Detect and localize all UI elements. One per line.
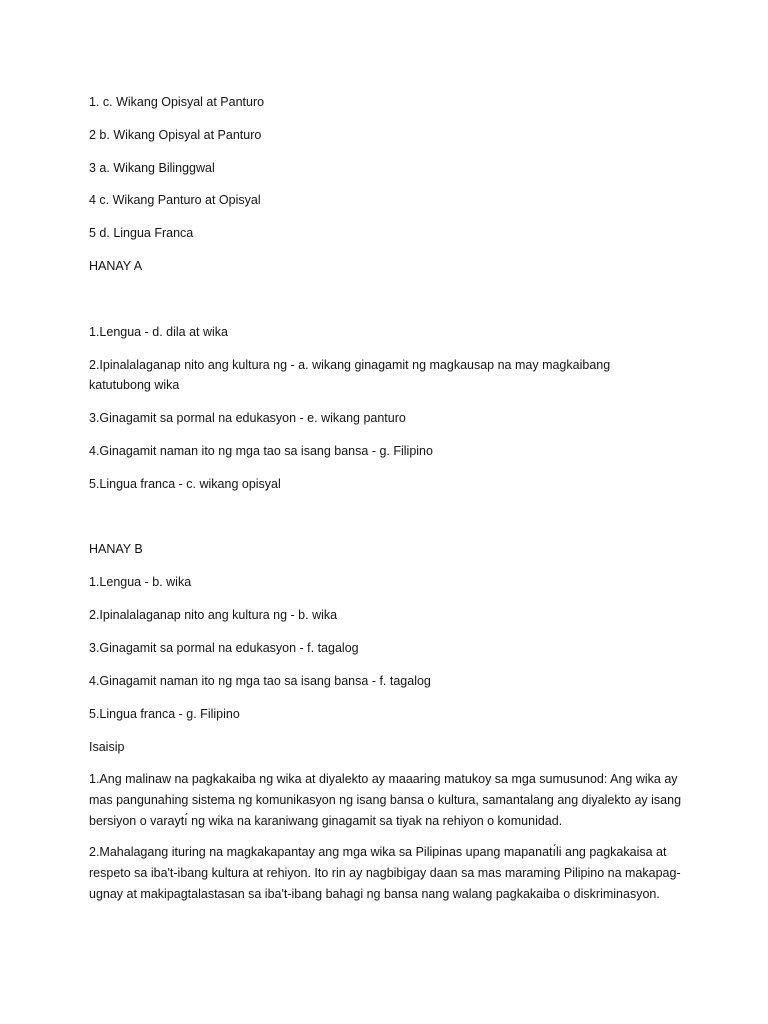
hanay-b-item: 5.Lingua franca - g. Filipino [89, 707, 240, 721]
hanay-b-heading: HANAY B [89, 542, 143, 556]
answer-line: 5 d. Lingua Franca [89, 226, 194, 240]
answer-line: 2 b. Wikang Opisyal at Panturo [89, 128, 262, 142]
hanay-b-item: 2.Ipinalalaganap nito ang kultura ng - b. wika [89, 608, 338, 622]
isaisip-paragraph: 2.Mahalagang ituring na magkakapantay ang mga wika sa Pilipinas upang mapanatı́li ang pagkakaisa at respeto sa iba't-ibang kultura at rehiyon. Ito rin ay nagbibigay daan sa mas maraming Pilipino na makapag-ugnay at makipagtalastasan sa iba't-ibang bahagi ng bansa nang walang pagkakaiba o diskriminasyon. [89, 845, 681, 901]
hanay-a-item: 3.Ginagamit sa pormal na edukasyon - e. wikang panturo [89, 411, 406, 425]
hanay-a-item: 2.Ipinalalaganap nito ang kultura ng - a. wikang ginagamit ng magkausap na may magkaibang [89, 358, 611, 372]
hanay-a-item: 4.Ginagamit naman ito ng mga tao sa isang bansa - g. Filipino [89, 444, 433, 458]
hanay-b-item: 1.Lengua - b. wika [89, 575, 192, 589]
isaisip-heading: Isaisip [89, 740, 125, 754]
hanay-a-item: 5.Lingua franca - c. wikang opisyal [89, 477, 281, 491]
hanay-a-heading: HANAY A [89, 259, 143, 273]
hanay-a-item-continuation: katutubong wika [89, 378, 180, 392]
hanay-b-item: 3.Ginagamit sa pormal na edukasyon - f. tagalog [89, 641, 359, 655]
answer-line: 1. c. Wikang Opisyal at Panturo [89, 95, 265, 109]
isaisip-paragraph: 1.Ang malinaw na pagkakaiba ng wika at diyalekto ay maaaring matukoy sa mga sumusunod: Ang wika ay mas pangunahing sistema ng komunikasyon ng isang bansa o kultura, samantalang ang diyalekto ay isang bersiyon o varaytı́ ng wika na karaniwang ginagamit sa tiyak na rehiyon o komunidad. [89, 772, 682, 828]
hanay-a-item: 1.Lengua - d. dila at wika [89, 325, 228, 339]
hanay-b-item: 4.Ginagamit naman ito ng mga tao sa isang bansa - f. tagalog [89, 674, 431, 688]
answer-line: 3 a. Wikang Bilinggwal [89, 161, 215, 175]
answer-line: 4 c. Wikang Panturo at Opisyal [89, 193, 261, 207]
